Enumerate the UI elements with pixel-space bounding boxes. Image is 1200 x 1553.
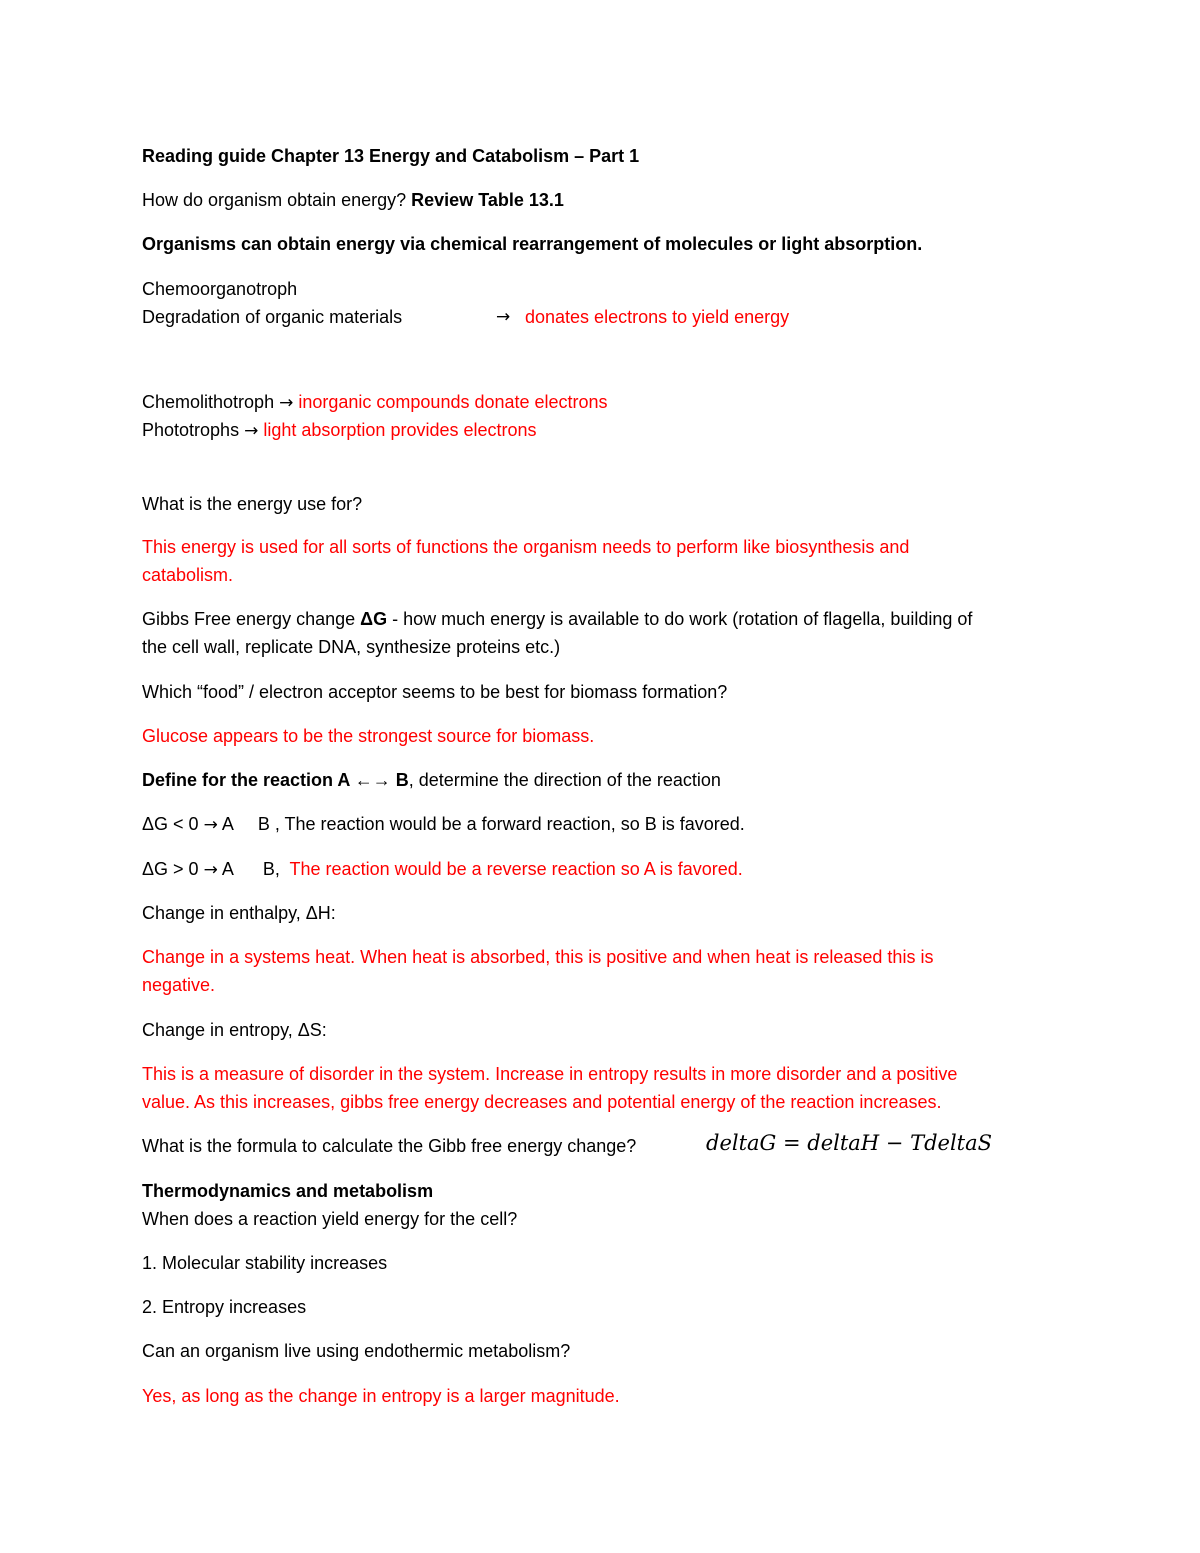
answer-energy-use-line-2: catabolism.: [142, 565, 234, 585]
gibbs-formula: deltaG = deltaH − TdeltaS: [706, 1131, 993, 1155]
answer-energy-use-line-1: This energy is used for all sorts of functions the organism needs to perform like biosynthesis and: [142, 537, 910, 557]
arrow-right-icon: →: [203, 815, 218, 835]
review-table-reference: Review Table 13.1: [411, 190, 564, 210]
list-item-2: 2. Entropy increases: [142, 1297, 307, 1317]
define-reaction-line: [142, 766, 721, 794]
degradation-label: Degradation of organic materials: [142, 307, 403, 327]
gibbs-description: - how much energy is available to do work (rotation of flagella, building of: [387, 609, 973, 629]
delta-g-positive-line: [142, 855, 743, 884]
answer-endothermic: Yes, as long as the change in entropy is a larger magnitude.: [142, 1386, 620, 1406]
arrow-right-icon: →: [203, 860, 218, 880]
question-food: Which “food” / electron acceptor seems to be best for biomass formation?: [142, 682, 728, 702]
question-energy-use: What is the energy use for?: [142, 494, 363, 514]
chemolithotroph-label: Chemolithotroph: [142, 392, 275, 412]
delta-g-negative-answer: A B , The reaction would be a forward reaction, so B is favored.: [217, 814, 745, 834]
phototrophs-line: [142, 416, 537, 445]
delta-g-positive-answer: The reaction would be a reverse reaction so A is favored.: [289, 859, 743, 879]
page-title: Reading guide Chapter 13 Energy and Catabolism – Part 1: [142, 146, 640, 166]
question-formula-line: [142, 1131, 993, 1160]
phototrophs-label: Phototrophs: [142, 420, 240, 440]
question-obtain-text: How do organism obtain energy?: [142, 190, 412, 210]
answer-food: Glucose appears to be the strongest source for biomass.: [142, 726, 595, 746]
answer-enthalpy-line-2: negative.: [142, 975, 216, 995]
question-yield: When does a reaction yield energy for the cell?: [142, 1209, 518, 1229]
gibbs-definition-line-2: the cell wall, replicate DNA, synthesize proteins etc.): [142, 637, 561, 657]
define-reaction-label: Define for the reaction A ←→ B: [142, 770, 409, 790]
question-endothermic: Can an organism live using endothermic metabolism?: [142, 1341, 571, 1361]
phototrophs-answer: light absorption provides electrons: [263, 420, 537, 440]
delta-g-negative-line: [142, 810, 745, 839]
question-obtain-energy: [142, 186, 564, 214]
answer-entropy-line-1: This is a measure of disorder in the system. Increase in entropy results in more disorder and a positive: [142, 1064, 958, 1084]
thermodynamics-heading: Thermodynamics and metabolism: [142, 1181, 434, 1201]
chemolithotroph-line: [142, 388, 608, 417]
define-reaction-rest: , determine the direction of the reaction: [408, 770, 721, 790]
list-item-1: 1. Molecular stability increases: [142, 1253, 388, 1273]
arrow-right-icon: →: [279, 393, 294, 413]
answer-obtain-energy: Organisms can obtain energy via chemical rearrangement of molecules or light absorption.: [142, 234, 923, 254]
question-formula: What is the formula to calculate the Gibb free energy change?: [142, 1136, 637, 1156]
delta-g-positive-condition: ΔG > 0: [142, 859, 204, 879]
answer-entropy-line-2: value. As this increases, gibbs free energy decreases and potential energy of the reaction increases.: [142, 1092, 942, 1112]
chemolithotroph-answer: inorganic compounds donate electrons: [298, 392, 608, 412]
delta-g-positive-label: A B,: [217, 859, 290, 879]
degradation-line: [142, 303, 790, 331]
delta-g-negative-condition: ΔG < 0: [142, 814, 204, 834]
delta-g-symbol: ΔG: [360, 609, 388, 629]
arrow-right-icon: →: [496, 307, 511, 327]
question-entropy: Change in entropy, ΔS:: [142, 1020, 327, 1040]
degradation-answer: donates electrons to yield energy: [525, 307, 790, 327]
chemoorganotroph-label: Chemoorganotroph: [142, 279, 298, 299]
answer-enthalpy-line-1: Change in a systems heat. When heat is absorbed, this is positive and when heat is released this is: [142, 947, 934, 967]
question-enthalpy: Change in enthalpy, ΔH:: [142, 903, 336, 923]
gibbs-label: Gibbs Free energy change: [142, 609, 361, 629]
arrow-right-icon: →: [244, 421, 259, 441]
gibbs-definition-line-1: [142, 605, 972, 633]
